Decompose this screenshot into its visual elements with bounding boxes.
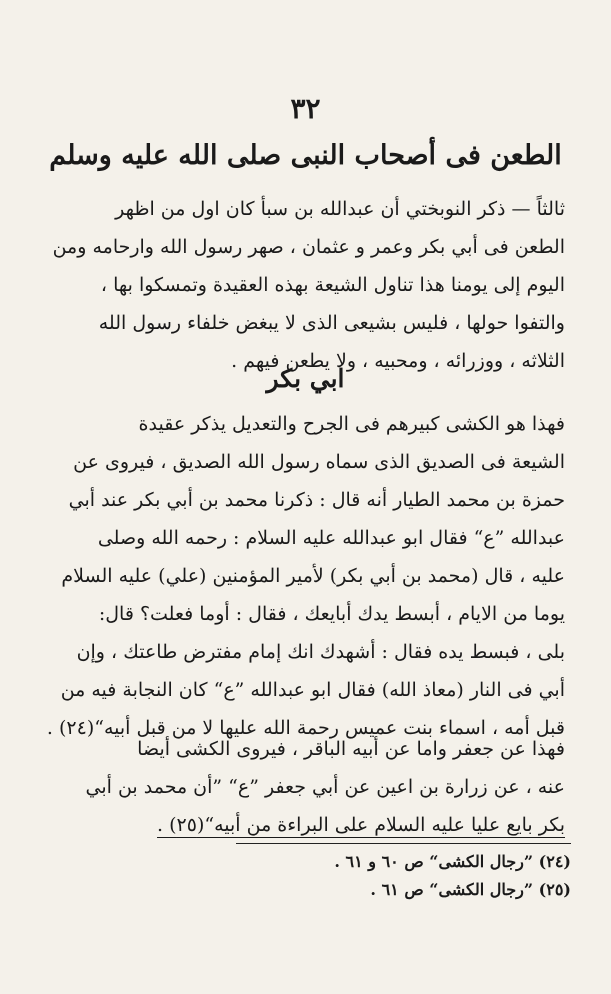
paragraph-1	[35, 190, 565, 380]
text-line: عنه ، عن زرارة بن اعين عن أبي جعفر ”ع“ ”أن محمد بن أبي	[85, 776, 565, 798]
footnotes	[236, 848, 571, 904]
text-line: حمزة بن محمد الطيار أنه قال : ذكرنا محمد بن أبي بكر عند أبي	[68, 489, 565, 511]
page-number: ٣٢	[290, 92, 321, 125]
text-line: ثالثاً — ذكر النوبختي أن عبدالله بن سبأ كان اول من اظهر	[115, 198, 565, 220]
text-line: الشيعة فى الصديق الذى سماه رسول الله الصديق ، فيروى عن	[73, 451, 565, 473]
text-line: قبل أمه ، اسماء بنت عميس رحمة الله عليها لا من قبل أبيه“(٢٤) .	[46, 717, 565, 739]
footnote-24: (٢٤) ”رجال الكشى“ ص ٦٠ و ٦١ .	[334, 852, 571, 871]
paragraph-2	[35, 405, 565, 747]
footnote-divider	[236, 843, 571, 844]
text-line: الطعن فى أبي بكر وعمر و عثمان ، صهر رسول الله وارحامه ومن	[52, 236, 565, 258]
chapter-title: الطعن فى أصحاب النبى صلى الله عليه وسلم	[49, 140, 562, 171]
text-line: عبدالله ”ع“ فقال ابو عبدالله عليه السلام : رحمه الله وصلى	[97, 527, 565, 549]
text-line: اليوم إلى يومنا هذا تناول الشيعة بهذه العقيدة وتمسكوا بها ،	[100, 274, 565, 296]
text-line: بلى ، فبسط يده فقال : أشهدك انك إمام مفترض طاعتك ، وإن	[76, 641, 565, 663]
paragraph-3	[35, 730, 565, 844]
text-line: فهذا عن جعفر واما عن أبيه الباقر ، فيروى الكشى أيضا	[137, 738, 565, 760]
text-line: فهذا هو الكشى كبيرهم فى الجرح والتعديل يذكر عقيدة	[138, 413, 565, 435]
text-line: أبي فى النار (معاذ الله) فقال ابو عبدالله ”ع“ كان النجابة فيه من	[60, 679, 565, 701]
text-line: بكر بايع عليا عليه السلام على البراءة من أبيه“(٢٥) .	[157, 814, 565, 836]
text-line: الثلاثه ، ووزرائه ، ومحبيه ، ولا يطعن فيهم .	[231, 350, 565, 372]
footnote-25: (٢٥) ”رجال الكشى“ ص ٦١ .	[370, 880, 571, 899]
section-heading: ابي بكر	[266, 364, 345, 393]
text-line: يوما من الايام ، أبسط يدك أبايعك ، فقال : أوما فعلت؟ قال:	[98, 603, 565, 625]
text-line: عليه ، قال (محمد بن أبي بكر) لأمير المؤمنين (علي) عليه السلام	[61, 565, 565, 587]
text-line: والتفوا حولها ، فليس بشيعى الذى لا يبغض خلفاء رسول الله	[98, 312, 565, 334]
